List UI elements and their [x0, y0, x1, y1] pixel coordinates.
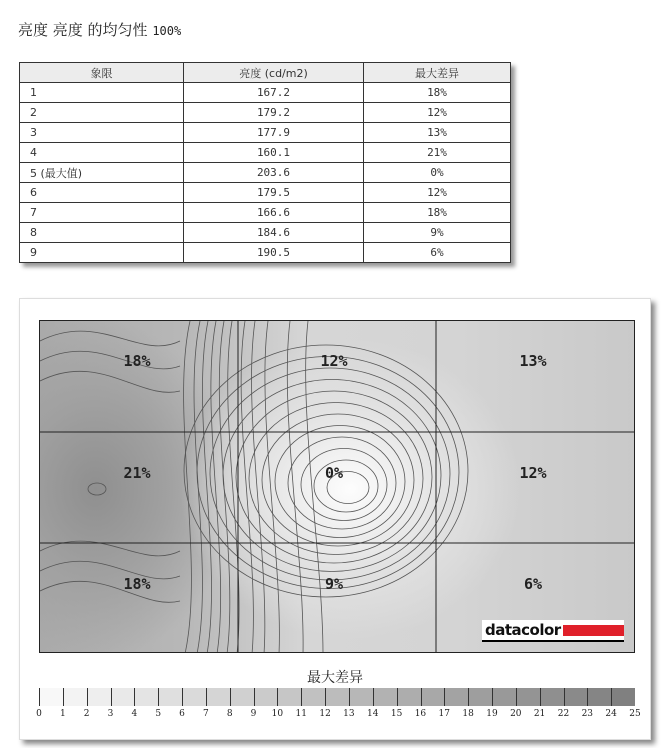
table-row	[20, 183, 511, 203]
table-row	[20, 223, 511, 243]
datacolor-logo	[482, 620, 624, 642]
quadrant-cell: 4	[20, 143, 184, 163]
legend-ticks	[36, 709, 641, 721]
max-diff-cell: 18%	[364, 203, 511, 223]
legend-swatch	[564, 688, 588, 706]
legend-swatch	[134, 688, 158, 706]
contour-line	[40, 581, 180, 602]
max-diff-cell: 12%	[364, 183, 511, 203]
legend-swatch	[587, 688, 611, 706]
legend-swatch	[254, 688, 278, 706]
legend-swatch	[349, 688, 373, 706]
max-diff-cell: 9%	[364, 223, 511, 243]
legend-tick-label: 20	[510, 709, 522, 719]
cell-value-label: 18%	[123, 575, 151, 593]
contour-line	[40, 561, 180, 579]
table-row	[20, 203, 511, 223]
legend-swatch	[39, 688, 63, 706]
cell-value-label: 18%	[123, 352, 151, 370]
col-header-quadrant: 象限	[20, 63, 184, 83]
legend-tick-label: 24	[605, 709, 617, 719]
table-row	[20, 243, 511, 263]
contour-line	[202, 321, 211, 653]
logo-red-bar	[563, 625, 624, 636]
quadrant-cell: 3	[20, 123, 184, 143]
legend-tick-label: 2	[83, 709, 90, 719]
quadrant-cell: 7	[20, 203, 184, 223]
legend-tick-label: 4	[131, 709, 138, 719]
contour-line	[40, 331, 180, 346]
legend-swatch	[230, 688, 254, 706]
legend-tick-label: 15	[390, 709, 403, 719]
legend-tick-label: 17	[438, 709, 450, 719]
quadrant-cell: 5 (最大值)	[20, 163, 184, 183]
legend-tick-label: 0	[36, 709, 42, 719]
uniformity-chart-panel	[19, 298, 651, 740]
legend-tick-label: 10	[271, 709, 284, 719]
legend-swatch	[397, 688, 421, 706]
legend-tick-label: 21	[533, 709, 546, 719]
max-diff-cell: 12%	[364, 103, 511, 123]
legend-swatch	[373, 688, 397, 706]
table-row	[20, 123, 511, 143]
luminance-cell: 203.6	[184, 163, 364, 183]
max-diff-cell: 18%	[364, 83, 511, 103]
cell-value-label: 9%	[324, 575, 344, 593]
legend-swatch	[492, 688, 516, 706]
max-diff-cell: 6%	[364, 243, 511, 263]
legend-title: 最大差异	[307, 670, 363, 686]
col-header-luminance: 亮度 (cd/m2)	[184, 63, 364, 83]
luminance-cell: 177.9	[184, 123, 364, 143]
contour-ring	[288, 437, 396, 529]
cell-value-label: 12%	[320, 352, 348, 370]
legend-swatch	[206, 688, 230, 706]
legend-tick-label: 16	[414, 709, 427, 719]
quadrant-cell: 8	[20, 223, 184, 243]
legend-tick-label: 11	[295, 709, 307, 719]
legend-swatch	[111, 688, 135, 706]
heatmap-plot	[39, 320, 635, 653]
cell-value-label: 6%	[523, 575, 543, 593]
quadrant-cell: 2	[20, 103, 184, 123]
cell-value-label: 13%	[519, 352, 547, 370]
logo-text: datacolor	[485, 621, 561, 639]
legend-tick-label: 19	[486, 709, 498, 719]
uniformity-table	[19, 62, 511, 263]
legend-tick-label: 22	[557, 709, 570, 719]
page-title	[18, 19, 181, 40]
legend-tick-label: 6	[179, 709, 185, 719]
luminance-cell: 160.1	[184, 143, 364, 163]
luminance-cell: 179.2	[184, 103, 364, 123]
legend-swatch	[540, 688, 564, 706]
legend-swatch	[444, 688, 468, 706]
contour-line	[40, 351, 180, 369]
legend-swatch	[301, 688, 325, 706]
legend-swatch	[87, 688, 111, 706]
table-row	[20, 103, 511, 123]
luminance-cell: 179.5	[184, 183, 364, 203]
legend-tick-label: 1	[59, 709, 66, 719]
legend-swatch	[325, 688, 349, 706]
max-diff-cell: 21%	[364, 143, 511, 163]
table-row	[20, 143, 511, 163]
table-row	[20, 163, 511, 183]
contour-line	[40, 371, 180, 392]
quadrant-cell: 9	[20, 243, 184, 263]
contour-lines	[40, 321, 635, 653]
legend-tick-label: 8	[226, 709, 233, 719]
title-percent: 100%	[152, 24, 182, 38]
legend-tick-label: 5	[155, 709, 162, 719]
legend-tick-label: 25	[629, 709, 641, 719]
cell-value-label: 12%	[519, 464, 547, 482]
legend-tick-label: 12	[319, 709, 331, 719]
legend-tick-label: 9	[250, 709, 257, 719]
legend-swatch	[516, 688, 540, 706]
legend-scale	[39, 688, 635, 706]
contour-line	[194, 321, 202, 653]
max-diff-cell: 13%	[364, 123, 511, 143]
legend-tick-label: 7	[203, 709, 209, 719]
legend-tick-label: 3	[107, 709, 114, 719]
legend-tick-label: 18	[462, 709, 474, 719]
legend-swatch	[421, 688, 445, 706]
legend-tick-label: 14	[367, 709, 379, 719]
legend-tick-label: 13	[343, 709, 355, 719]
table-row	[20, 83, 511, 103]
contour-ring	[314, 460, 378, 512]
quadrant-cell: 6	[20, 183, 184, 203]
legend-swatch	[277, 688, 301, 706]
title-text: 亮度 亮度 的均匀性	[18, 21, 148, 39]
legend-tick-label: 23	[581, 709, 594, 719]
luminance-cell: 167.2	[184, 83, 364, 103]
contour-line	[265, 321, 280, 653]
luminance-cell: 166.6	[184, 203, 364, 223]
luminance-cell: 184.6	[184, 223, 364, 243]
legend-swatch	[611, 688, 635, 706]
cell-value-label: 21%	[123, 464, 151, 482]
legend-swatch	[63, 688, 87, 706]
col-header-max-diff: 最大差异	[364, 63, 511, 83]
legend-swatch	[158, 688, 182, 706]
luminance-cell: 190.5	[184, 243, 364, 263]
legend-swatch	[182, 688, 206, 706]
quadrant-cell: 1	[20, 83, 184, 103]
max-diff-cell: 0%	[364, 163, 511, 183]
legend-swatch	[468, 688, 492, 706]
cell-value-label: 0%	[324, 464, 344, 482]
